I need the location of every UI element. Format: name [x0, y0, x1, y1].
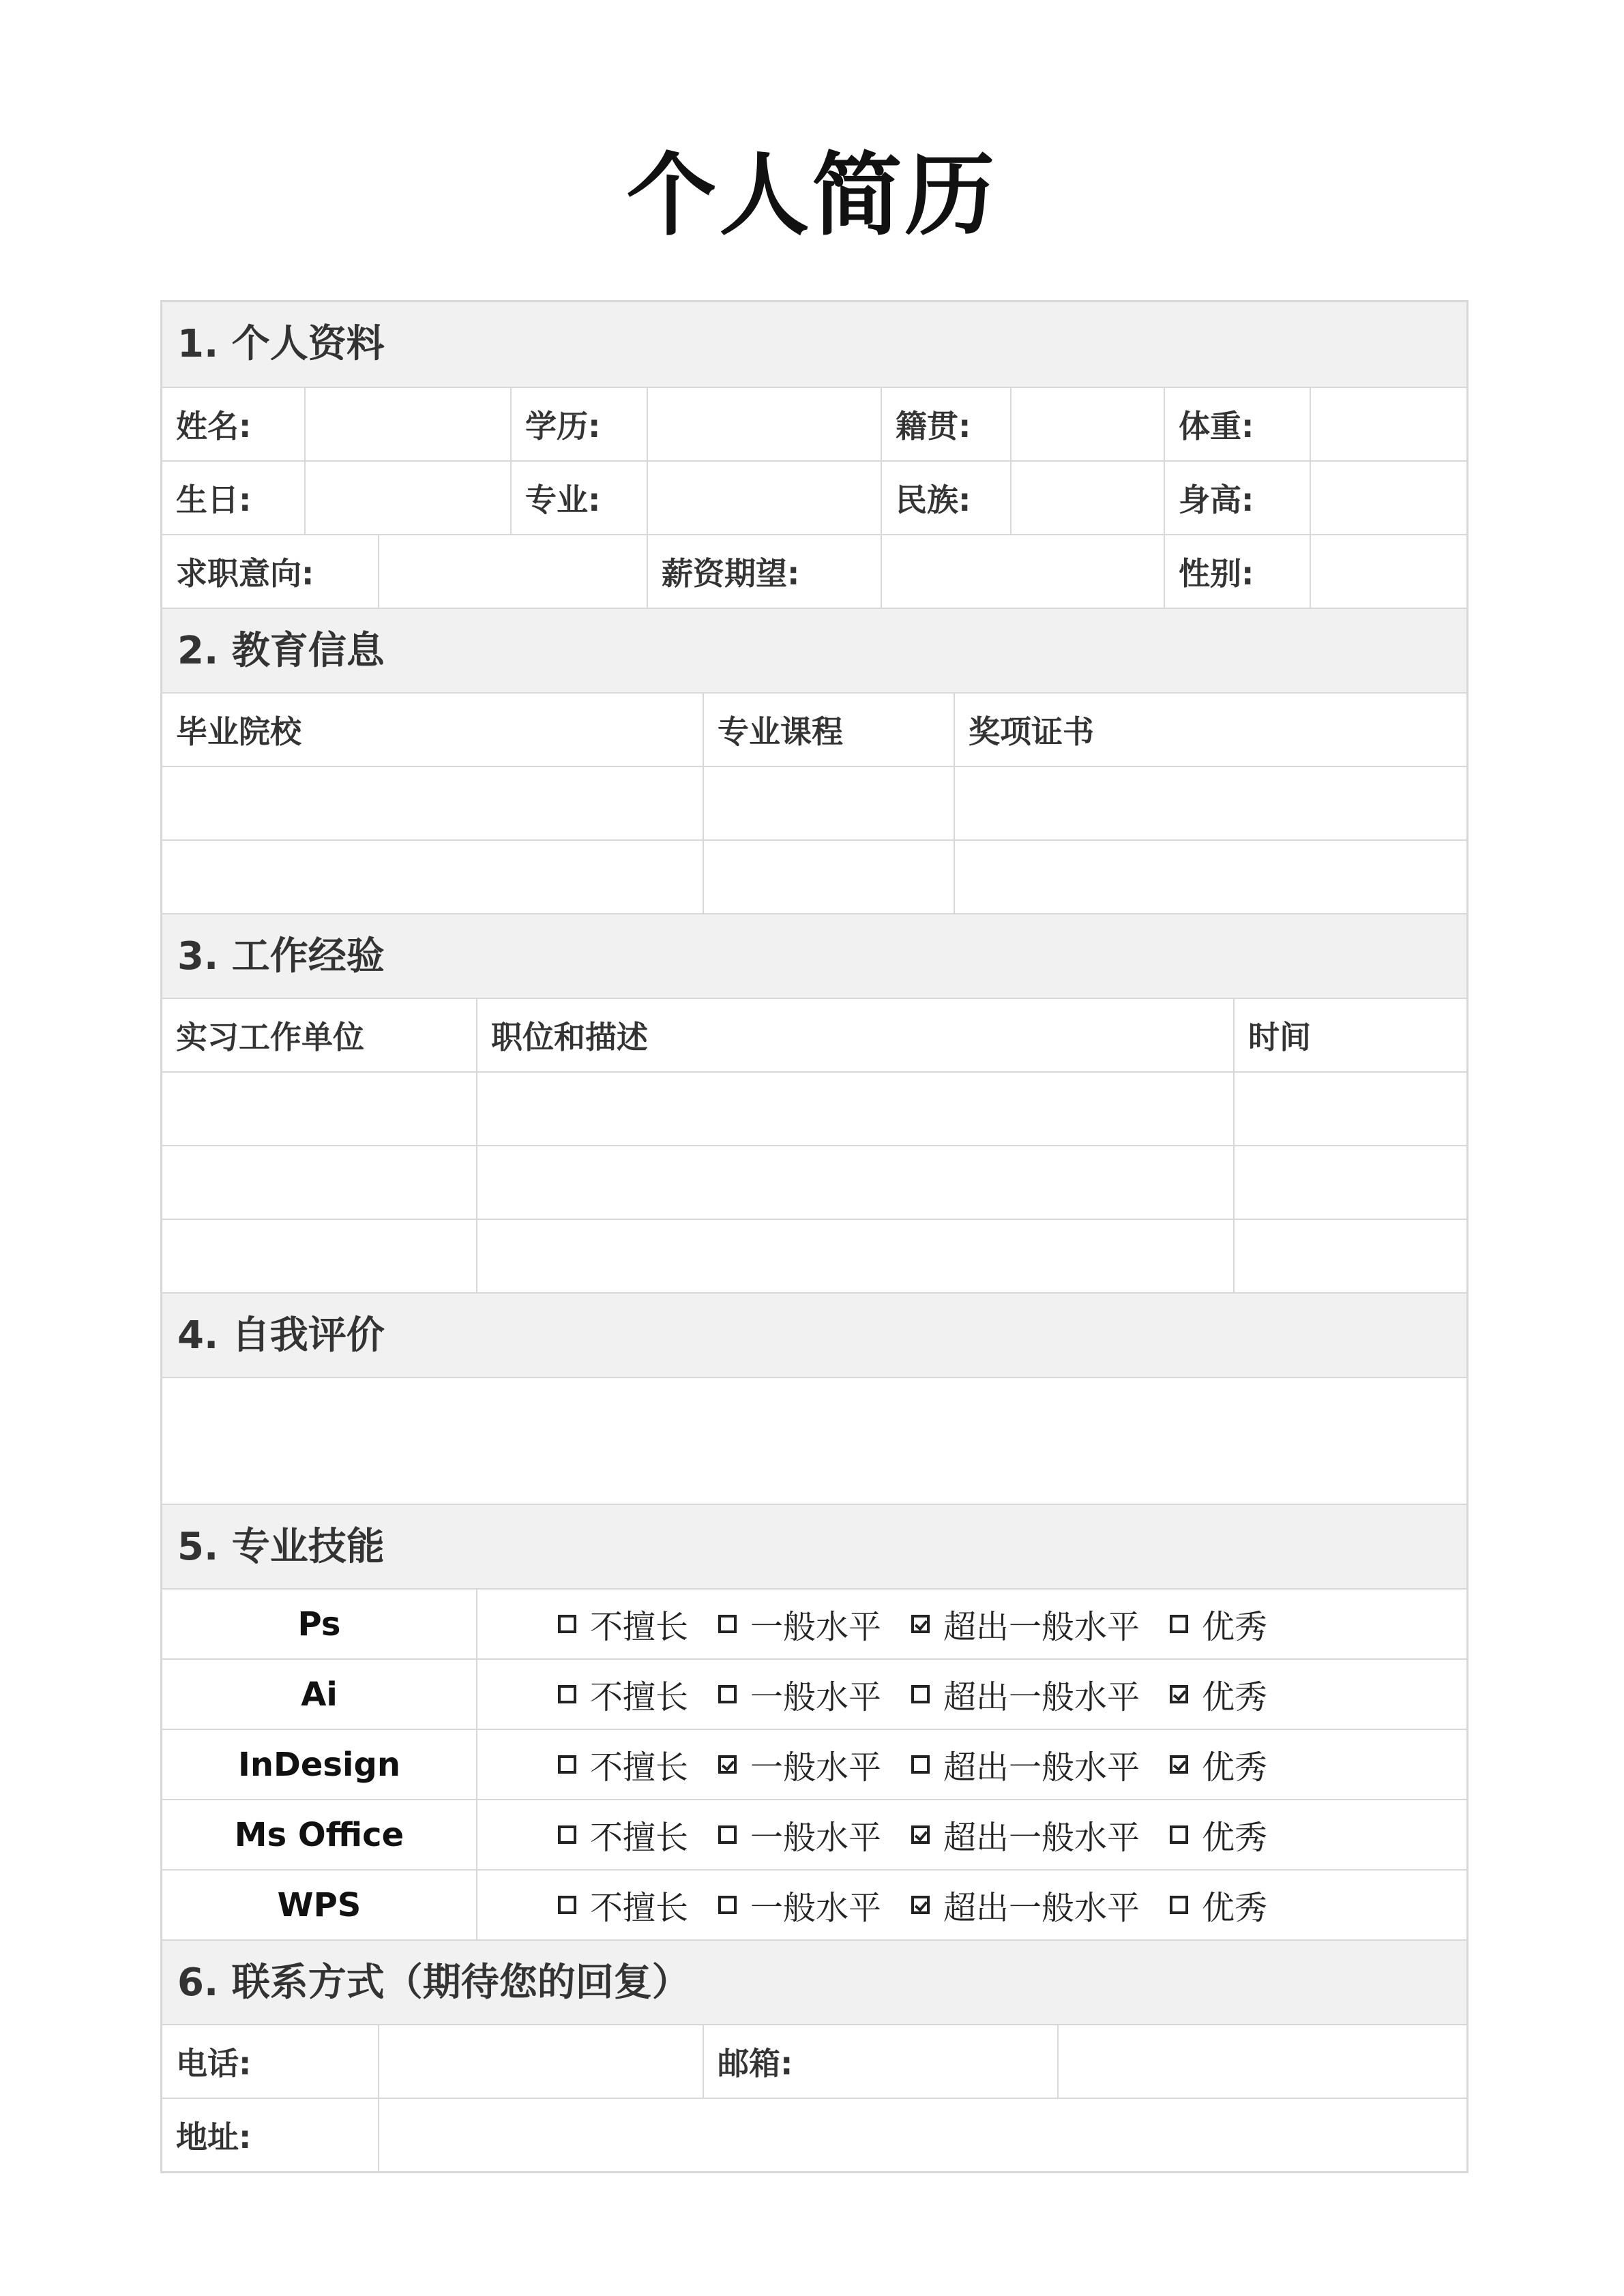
- time-field[interactable]: [1233, 1073, 1466, 1145]
- checked-checkbox-icon[interactable]: [911, 1825, 930, 1844]
- skill-name: WPS: [277, 1885, 361, 1924]
- checkbox-icon[interactable]: [1170, 1896, 1188, 1914]
- skill-level-label: 不擅长: [590, 1748, 689, 1787]
- height-label: 身高:: [1164, 462, 1310, 534]
- skill-level-option[interactable]: [911, 1741, 1140, 1788]
- self-eval-field[interactable]: [162, 1377, 1466, 1504]
- skill-level-options: [476, 1870, 1466, 1939]
- skill-level-label: 一般水平: [750, 1608, 882, 1646]
- skill-level-option[interactable]: [718, 1741, 881, 1788]
- weight-field[interactable]: [1310, 388, 1466, 460]
- column-header-time: 时间: [1233, 999, 1466, 1071]
- checkbox-icon[interactable]: [1170, 1825, 1188, 1844]
- employer-field[interactable]: [162, 1146, 476, 1219]
- skill-row: [162, 1658, 1466, 1729]
- employer-field[interactable]: [162, 1073, 476, 1145]
- skill-level-label: 超出一般水平: [943, 1608, 1140, 1646]
- section-header-personal: [162, 302, 1466, 387]
- time-field[interactable]: [1233, 1146, 1466, 1219]
- position-field[interactable]: [476, 1220, 1233, 1292]
- checkbox-icon[interactable]: [558, 1896, 576, 1914]
- skill-level-options: [476, 1590, 1466, 1658]
- education-level-label: 学历:: [510, 388, 647, 460]
- table-row: [162, 766, 1466, 839]
- education-level-field[interactable]: [647, 388, 881, 460]
- ethnicity-label: 民族:: [881, 462, 1010, 534]
- table-row: [162, 839, 1466, 913]
- skill-level-label: 超出一般水平: [943, 1678, 1140, 1716]
- name-label: 姓名:: [176, 408, 252, 445]
- email-field[interactable]: [1057, 2025, 1466, 2098]
- job-intent-field[interactable]: [378, 535, 647, 608]
- skill-level-label: 一般水平: [750, 1678, 882, 1716]
- email-label: 邮箱:: [703, 2025, 1057, 2098]
- skill-level-label: 不擅长: [590, 1819, 689, 1857]
- employer-field[interactable]: [162, 1220, 476, 1292]
- skill-level-label: 优秀: [1202, 1889, 1268, 1927]
- skill-level-label: 超出一般水平: [943, 1819, 1140, 1857]
- resume-table: [160, 300, 1468, 2173]
- native-place-field[interactable]: [1010, 388, 1164, 460]
- skill-name: Ms Office: [234, 1815, 404, 1854]
- checkbox-icon[interactable]: [558, 1615, 576, 1633]
- birthday-label: 生日:: [176, 481, 252, 518]
- skill-level-label: 超出一般水平: [943, 1889, 1140, 1927]
- major-label: 专业:: [510, 462, 647, 534]
- phone-field[interactable]: [378, 2025, 703, 2098]
- skill-name: Ai: [301, 1675, 338, 1714]
- skill-row: [162, 1729, 1466, 1799]
- column-header-school: 毕业院校: [176, 713, 301, 750]
- table-row: [162, 387, 1466, 460]
- checkbox-icon[interactable]: [718, 1615, 737, 1633]
- page-title: 个人简历: [626, 143, 998, 248]
- courses-field[interactable]: [703, 767, 954, 839]
- salary-field[interactable]: [881, 535, 1164, 608]
- table-row: [162, 2098, 1466, 2171]
- skill-level-label: 一般水平: [750, 1889, 882, 1927]
- skill-level-option[interactable]: [1170, 1600, 1267, 1648]
- skill-level-options: [476, 1800, 1466, 1869]
- skill-level-options: [476, 1730, 1466, 1799]
- skill-level-option[interactable]: [911, 1671, 1140, 1718]
- skill-level-option[interactable]: [718, 1671, 881, 1718]
- table-row: [162, 1145, 1466, 1219]
- skill-level-option[interactable]: [558, 1671, 688, 1718]
- skill-level-label: 不擅长: [590, 1678, 689, 1716]
- skill-level-label: 一般水平: [750, 1819, 882, 1857]
- column-header-position: 职位和描述: [476, 999, 1233, 1071]
- height-field[interactable]: [1310, 462, 1466, 534]
- section-title: 6. 联系方式（期待您的回复）: [177, 1960, 690, 2005]
- skill-level-option[interactable]: [558, 1811, 688, 1858]
- skill-level-label: 一般水平: [750, 1748, 882, 1787]
- skill-level-option[interactable]: [718, 1881, 881, 1928]
- courses-field[interactable]: [703, 841, 954, 913]
- section-title: 4. 自我评价: [177, 1313, 385, 1358]
- section-title: 2. 教育信息: [177, 629, 385, 673]
- job-intent-label: 求职意向:: [176, 555, 314, 592]
- checkbox-icon[interactable]: [718, 1685, 737, 1703]
- address-label: 地址:: [176, 2119, 252, 2156]
- birthday-field[interactable]: [304, 462, 510, 534]
- skill-level-option[interactable]: [911, 1811, 1140, 1858]
- time-field[interactable]: [1233, 1220, 1466, 1292]
- checkbox-icon[interactable]: [558, 1685, 576, 1703]
- skills-list: [162, 1588, 1466, 1939]
- table-row: [162, 1071, 1466, 1145]
- skill-level-option[interactable]: [1170, 1811, 1267, 1858]
- skill-level-label: 优秀: [1202, 1678, 1268, 1716]
- section-header-work: [162, 913, 1466, 998]
- weight-label: 体重:: [1164, 388, 1310, 460]
- skill-level-label: 优秀: [1202, 1608, 1268, 1646]
- column-header-courses: 专业课程: [703, 694, 954, 766]
- native-place-label: 籍贯:: [881, 388, 1010, 460]
- table-row: [162, 460, 1466, 534]
- skill-row: [162, 1588, 1466, 1658]
- position-field[interactable]: [476, 1146, 1233, 1219]
- skill-level-option[interactable]: [911, 1881, 1140, 1928]
- gender-label: 性别:: [1164, 535, 1310, 608]
- checkbox-icon[interactable]: [911, 1685, 930, 1703]
- table-header-row: [162, 692, 1466, 766]
- skill-level-option[interactable]: [558, 1600, 688, 1648]
- section-title: 3. 工作经验: [177, 934, 385, 979]
- skill-row: [162, 1869, 1466, 1939]
- gender-field[interactable]: [1310, 535, 1466, 608]
- school-field[interactable]: [162, 767, 703, 839]
- checkbox-icon[interactable]: [558, 1755, 576, 1774]
- section-title: 5. 专业技能: [177, 1525, 385, 1569]
- school-field[interactable]: [162, 841, 703, 913]
- table-row: [162, 534, 1466, 608]
- skill-level-label: 优秀: [1202, 1748, 1268, 1787]
- major-field[interactable]: [647, 462, 881, 534]
- salary-label: 薪资期望:: [647, 535, 881, 608]
- skill-level-option[interactable]: [911, 1600, 1140, 1648]
- skill-level-option[interactable]: [1170, 1741, 1267, 1788]
- checked-checkbox-icon[interactable]: [1170, 1685, 1188, 1703]
- skill-level-option[interactable]: [1170, 1671, 1267, 1718]
- skill-level-label: 不擅长: [590, 1608, 689, 1646]
- checked-checkbox-icon[interactable]: [1170, 1755, 1188, 1774]
- skill-row: [162, 1799, 1466, 1869]
- skill-level-option[interactable]: [718, 1600, 881, 1648]
- checked-checkbox-icon[interactable]: [718, 1755, 737, 1774]
- skill-level-label: 不擅长: [590, 1889, 689, 1927]
- section-header-skills: [162, 1504, 1466, 1588]
- awards-field[interactable]: [954, 767, 1466, 839]
- checkbox-icon[interactable]: [718, 1896, 737, 1914]
- section-header-contact: [162, 1939, 1466, 2024]
- awards-field[interactable]: [954, 841, 1466, 913]
- table-header-row: [162, 998, 1466, 1071]
- name-field[interactable]: [304, 388, 510, 460]
- checked-checkbox-icon[interactable]: [911, 1615, 930, 1633]
- checkbox-icon[interactable]: [718, 1825, 737, 1844]
- checkbox-icon[interactable]: [558, 1825, 576, 1844]
- table-row: [162, 2024, 1466, 2098]
- skill-name: Ps: [297, 1605, 341, 1643]
- ethnicity-field[interactable]: [1010, 462, 1164, 534]
- position-field[interactable]: [476, 1073, 1233, 1145]
- table-row: [162, 1219, 1466, 1292]
- phone-label: 电话:: [176, 2045, 252, 2082]
- address-field[interactable]: [378, 2099, 1466, 2171]
- section-header-education: [162, 608, 1466, 692]
- column-header-awards: 奖项证书: [954, 694, 1466, 766]
- skill-level-label: 超出一般水平: [943, 1748, 1140, 1787]
- column-header-employer: 实习工作单位: [176, 1019, 364, 1056]
- skill-level-option[interactable]: [558, 1741, 688, 1788]
- skill-level-option[interactable]: [558, 1881, 688, 1928]
- skill-level-label: 优秀: [1202, 1819, 1268, 1857]
- checkbox-icon[interactable]: [1170, 1615, 1188, 1633]
- skill-name: InDesign: [238, 1745, 400, 1784]
- skill-level-option[interactable]: [1170, 1881, 1267, 1928]
- checked-checkbox-icon[interactable]: [911, 1896, 930, 1914]
- skill-level-option[interactable]: [718, 1811, 881, 1858]
- checkbox-icon[interactable]: [911, 1755, 930, 1774]
- skill-level-options: [476, 1660, 1466, 1729]
- section-header-self-eval: [162, 1292, 1466, 1377]
- section-title: 1. 个人资料: [177, 322, 385, 366]
